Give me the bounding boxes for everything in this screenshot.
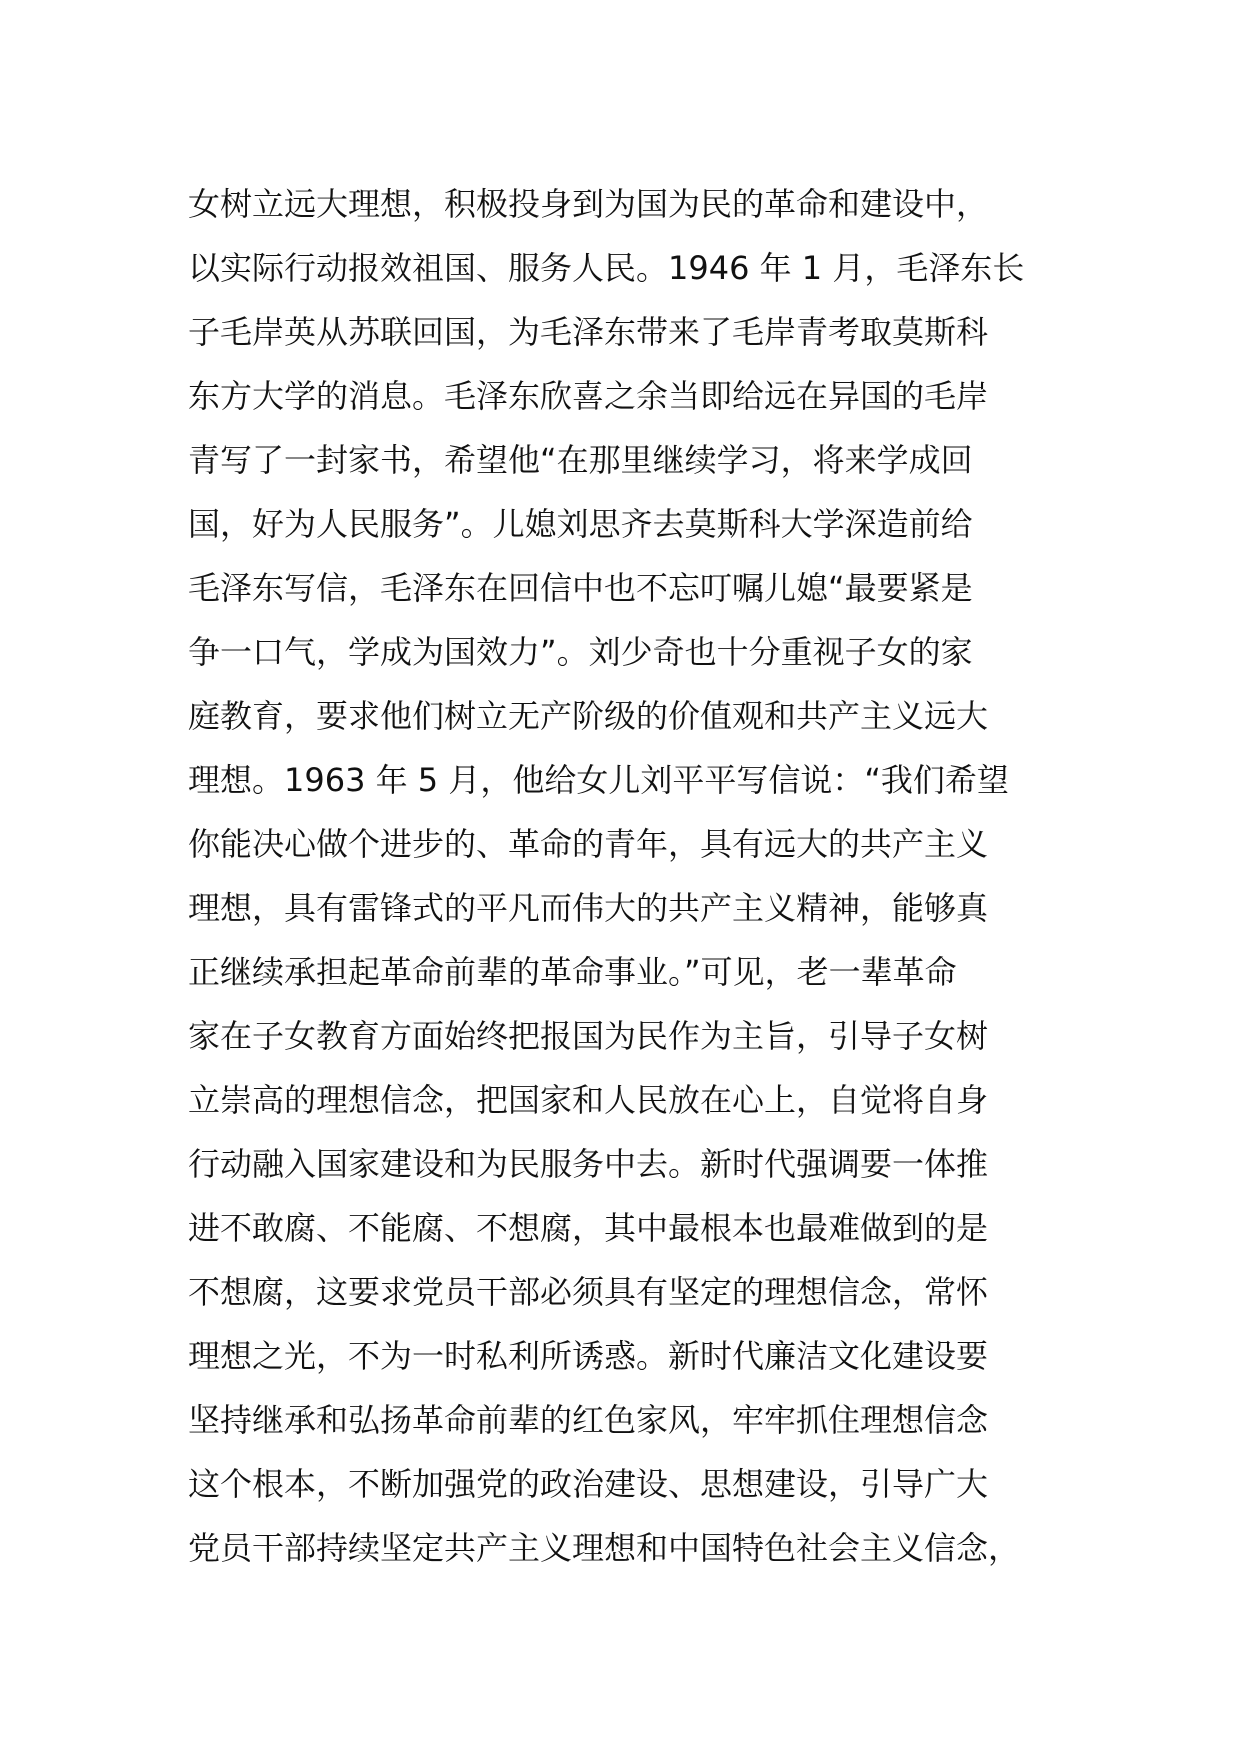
text-line: 党员干部持续坚定共产主义理想和中国特色社会主义信念，	[188, 1529, 1021, 1567]
text-line: 东方大学的消息。毛泽东欣喜之余当即给远在异国的毛岸	[188, 377, 989, 415]
text-line: 你能决心做个进步的、革命的青年，具有远大的共产主义	[188, 825, 989, 863]
text-line: 这个根本，不断加强党的政治建设、思想建设，引导广大	[188, 1465, 989, 1503]
text-line: 正继续承担起革命前辈的革命事业。”可见，老一辈革命	[188, 953, 957, 991]
text-line: 立崇高的理想信念，把国家和人民放在心上，自觉将自身	[188, 1081, 989, 1119]
text-line: 以实际行动报效祖国、服务人民。1946 年 1 月，毛泽东长	[188, 249, 1025, 287]
text-line: 坚持继承和弘扬革命前辈的红色家风，牢牢抓住理想信念	[188, 1401, 989, 1439]
text-line: 家在子女教育方面始终把报国为民作为主旨，引导子女树	[188, 1017, 989, 1055]
body-text	[188, 172, 1068, 1580]
text-line: 青写了一封家书，希望他“在那里继续学习，将来学成回	[188, 441, 973, 479]
text-line: 理想。1963 年 5 月，他给女儿刘平平写信说：“我们希望	[188, 761, 1009, 799]
text-line: 不想腐，这要求党员干部必须具有坚定的理想信念，常怀	[188, 1273, 989, 1311]
text-line: 子毛岸英从苏联回国，为毛泽东带来了毛岸青考取莫斯科	[188, 313, 989, 351]
text-line: 毛泽东写信，毛泽东在回信中也不忘叮嘱儿媳“最要紧是	[188, 569, 973, 607]
text-line: 进不敢腐、不能腐、不想腐，其中最根本也最难做到的是	[188, 1209, 989, 1247]
text-line: 争一口气，学成为国效力”。刘少奇也十分重视子女的家	[188, 633, 973, 671]
text-line: 女树立远大理想，积极投身到为国为民的革命和建设中，	[188, 185, 989, 223]
text-line: 行动融入国家建设和为民服务中去。新时代强调要一体推	[188, 1145, 989, 1183]
text-line: 国，好为人民服务”。儿媳刘思齐去莫斯科大学深造前给	[188, 505, 973, 543]
text-line: 理想，具有雷锋式的平凡而伟大的共产主义精神，能够真	[188, 889, 989, 927]
text-line: 理想之光，不为一时私利所诱惑。新时代廉洁文化建设要	[188, 1337, 989, 1375]
text-line: 庭教育，要求他们树立无产阶级的价值观和共产主义远大	[188, 697, 989, 735]
